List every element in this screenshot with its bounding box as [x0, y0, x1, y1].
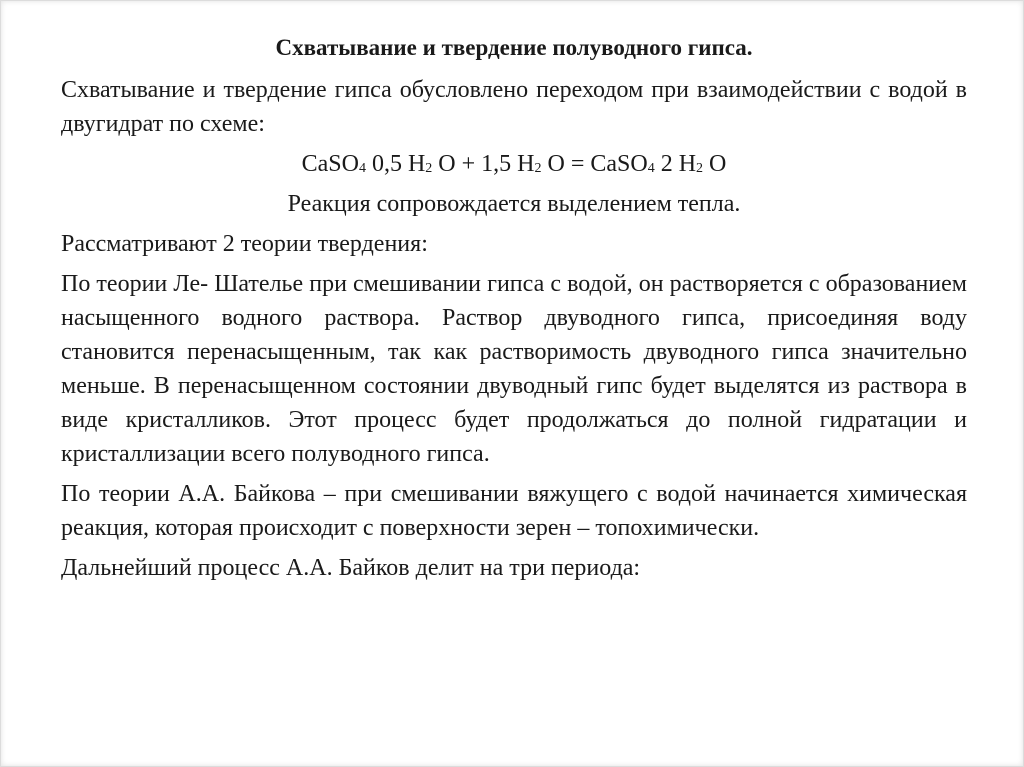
reaction-formula	[61, 147, 967, 181]
baikov-periods: Дальнейший процесс А.А. Байков делит на три периода:	[61, 555, 641, 581]
intro-paragraph: Схватывание и твердение гипса обусловлено переходом при взаимодействии с водой в двугидрат по схеме:	[61, 77, 967, 137]
formula-subscript: 4	[358, 161, 366, 176]
baikov-theory: По теории А.А. Байкова – при смешивании вяжущего с водой начинается химическая реакция, которая происходит с поверхности зерен – топохимически.	[61, 481, 967, 541]
formula-part: O + 1,5 H	[432, 151, 535, 177]
formula-part: CaSO	[301, 151, 359, 177]
theories-intro: Рассматривают 2 теории твердения:	[61, 231, 428, 257]
formula-subscript: 4	[647, 161, 655, 176]
formula-part: 2 H	[654, 151, 697, 177]
slide-content	[61, 31, 967, 591]
formula-subscript: 2	[425, 161, 433, 176]
formula-part: O	[703, 151, 727, 177]
slide-title: Схватывание и твердение полуводного гипса.	[275, 35, 753, 60]
formula-part: O = CaSO	[541, 151, 648, 177]
formula-part: 0,5 H	[365, 151, 426, 177]
formula-subscript: 2	[534, 161, 542, 176]
formula-subscript: 2	[696, 161, 704, 176]
le-chatelier-theory: По теории Ле- Шателье при смешивании гипса с водой, он растворяется с образованием насыщенного водного раствора. Раствор двуводного гипса, присоединяя воду становится перенасыщенным, так как растворимость двуводного гипса значительно меньше. В перенасыщенном состоянии двуводный гипс будет выделятся из раствора в виде кристалликов. Этот процесс будет продолжаться до полной гидратации и кристаллизации всего полуводного гипса.	[61, 271, 967, 467]
reaction-note: Реакция сопровождается выделением тепла.	[287, 191, 741, 217]
